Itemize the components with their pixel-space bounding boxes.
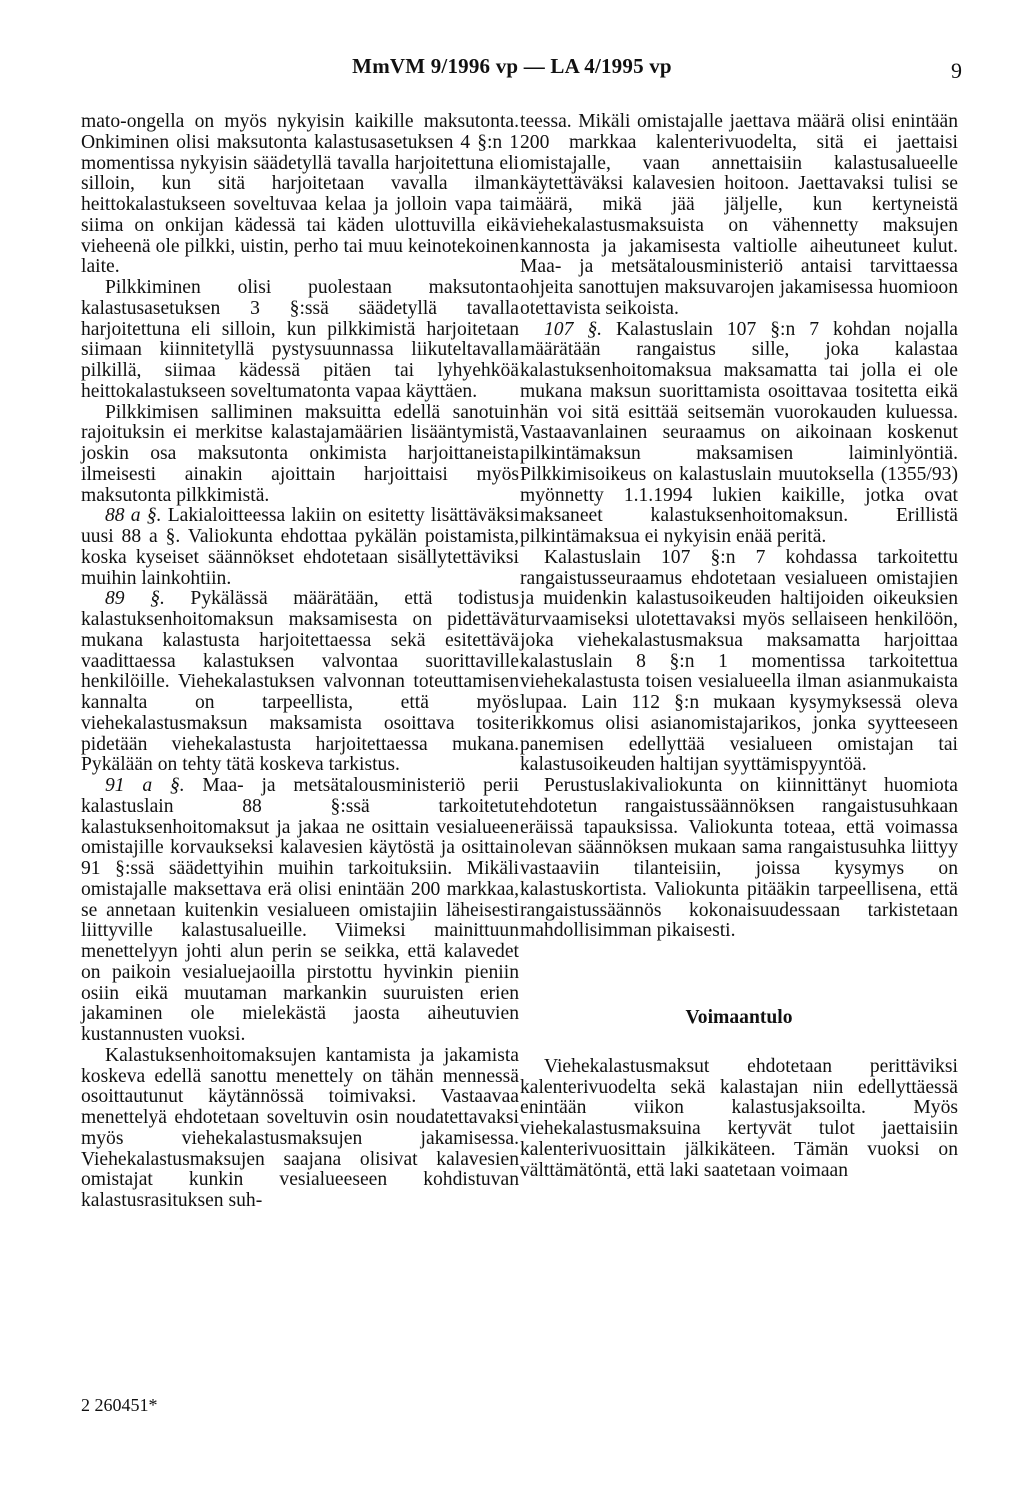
paragraph: Perustuslakivaliokunta on kiinnittänyt huomiota ehdotetun rangaistussäännöksen rangaistusuhkaan eräissä tapauksissa. Valiokunta toteaa, että voimassa olevan säännöksen mukaan sama rangaistusuhka liittyy vastaaviin tilanteisiin, joissa kysymys on kalastuskortista. Valiokunta pitääkin tarpeellisena, että rangaistussäännös kokonaisuudessaan tarkistetaan mahdollisimman pikaisesti.	[520, 775, 958, 942]
section-reference: 89 §.	[105, 588, 165, 610]
section-reference: 88 a §.	[105, 505, 162, 527]
paragraph	[520, 320, 958, 548]
section-heading: Voimaantulo	[685, 1007, 793, 1028]
page-header	[0, 50, 1024, 90]
paragraph	[81, 776, 519, 1046]
paragraph: Viehekalastusmaksut ehdotetaan perittäviksi kalenterivuodelta sekä kalastajan niin edellyttäessä enintään viikon kalastusjaksoilta. Myös viehekalastusmaksuina kertyvät tulot jaettaisiin kalenterivuosittain jälkikäteen. Tämän vuoksi on välttämätöntä, että laki saatetaan voimaan	[520, 1055, 958, 1181]
paragraph: Kalastuksenhoitomaksujen kantamista ja jakamista koskeva edellä sanottu menettely on tähän mennessä osoittautunut käytännössä toimivaksi. Vastaavaa menettelyä ehdotetaan soveltuvin osin noudatettavaksi myös viehekalastusmaksujen jakamisessa. Viehekalastusmaksujen saajana olisivat kalavesien omistajat kunkin vesialueeseen kohdistuvan kalastusrasituksen suh-	[81, 1044, 519, 1211]
left-column	[81, 112, 519, 1212]
section-reference: 91 a §.	[105, 775, 185, 796]
paragraph: Kalastuslain 107 §:n 7 kohdassa tarkoitettu rangaistusseuraamus ehdotetaan vesialueen omistajien ja muidenkin kalastusoikeuden haltijoiden oikeuksien turvaamiseksi ulotettavaksi myös sellaiseen henkilöön, joka viehekalastusmaksua maksamatta harjoittaa kalastuslain 8 §:n 1 momentissa tarkoitettua viehekalastusta toisen vesialueella ilman asianmukaista lupaa. Lain 112 §:n mukaan kysymyksessä oleva rikkomus olisi asianomistajarikos, jonka syytteeseen panemisen edellyttää vesialueen omistajan tai kalastusoikeuden haltijan syyttämispyyntöä.	[520, 546, 958, 776]
print-code: 2 260451*	[81, 1395, 158, 1415]
paragraph	[81, 506, 519, 589]
paragraph: teessa. Mikäli omistajalle jaettava määrä olisi enintään 200 markkaa kalenterivuodelta, sitä ei jaettaisi omistajalle, vaan annettaisiin kalastusalueelle käytettäväksi kalavesien hoitoon. Jaettavaksi tulisi se määrä, mikä jää jäljelle, kun kertyneistä viehekalastusmaksuista on vähennetty maksujen kannosta ja jakamisesta valtiolle aiheutuneet kulut. Maa- ja metsätalousministeriö antaisi tarvittaessa ohjeita sanottujen maksuvarojen jakamisessa huomioon otettavista seikoista.	[520, 111, 958, 319]
paragraph-text: Kalastuslain 107 §:n 7 kohdan nojalla määrätään rangaistus sille, joka kalastaa kalastuksenhoitomaksua maksamatta tai jolla ei ole mukana maksun suorittamista osoittavaa tositetta eikä hän voi sitä esittää seitsemän vuorokauden kuluessa. Vastaavanlainen seuraamus on aikoinaan koskenut pilkintämaksun maksamisen laiminlyöntiä. Pilkkimisoikeus on kalastuslain muutoksella (1355/93) myönnetty 1.1.1994 lukien kaikille, jotka ovat maksaneet kalastuksenhoitomaksun. Erillistä pilkintämaksua ei nykyisin enää peritä.	[520, 318, 958, 547]
paragraph-text: Maa- ja metsätalousministeriö perii kalastuslain 88 §:ssä tarkoitetut kalastuksenhoitomaksut ja jakaa ne osittain vesialueen omistajille korvaukseksi kalavesien käytöstä ja osittain 91 §:ssä säädettyihin muihin tarkoituksiin. Mikäli omistajalle maksettava erä olisi enintään 200 markkaa, se annetaan kuitenkin vesialueen omistajiin läheisesti liittyville kalastusalueille. Viimeksi mainittuun menettelyyn johti alun perin se seikka, että kalavedet on paikoin vesialuejaoilla pirstottu hyvinkin pieniin osiin eikä muutaman markankin suuruisten erien jakaminen ole mielekästä jaosta aiheutuvien kustannusten vuoksi.	[81, 775, 519, 1045]
paragraph: Pilkkiminen olisi puolestaan maksutonta kalastusasetuksen 3 §:ssä säädetyllä tavalla harjoitettuna eli silloin, kun pilkkimistä harjoitetaan siimaan kiinnitetyllä pystysuunnassa liikuteltavalla pilkillä, siimaa kädessä pitäen tai lyhyehköä heittokalastukseen soveltumatonta vapaa käyttäen.	[81, 277, 519, 402]
paragraph	[81, 589, 519, 776]
running-title: MmVM 9/1996 vp — LA 4/1995 vp	[352, 54, 672, 78]
right-column	[520, 112, 958, 1181]
page-number: 9	[951, 58, 962, 83]
paragraph-text: Lakialoitteessa lakiin on esitetty lisättäväksi uusi 88 a §. Valiokunta ehdottaa pykälän poistamista, koska kyseiset säännökset ehdotetaan sisällytettäviksi muihin lainkohtiin.	[81, 505, 519, 589]
paragraph: mato-ongella on myös nykyisin kaikille maksutonta. Onkiminen olisi maksutonta kalastusasetuksen 4 §:n 1 momentissa nykyisin säädetyllä tavalla harjoitettuna eli silloin, kun sitä harjoitetaan vavalla ilman heittokalastukseen soveltuvaa kelaa ja jolloin vapa tai siima on onkijan kädessä tai käden ulottuvilla eikä vieheenä ole pilkki, uistin, perho tai muu keinotekoinen laite.	[81, 111, 519, 278]
paragraph: Pilkkimisen salliminen maksuitta edellä sanotuin rajoituksin ei merkitse kalastajamäärien lisääntymistä, joskin osa maksutonta onkimista harjoittaneista ilmeisesti ainakin ajoittain harjoittaisi myös maksutonta pilkkimistä.	[81, 401, 519, 506]
paragraph-text: Pykälässä määrätään, että todistus kalastuksenhoitomaksun maksamisesta on pidettävä mukana kalastusta harjoitettaessa sekä esitettävä vaadittaessa kalastuksen valvontaa suorittaville henkilöille. Viehekalastuksen valvonnan toteuttamisen kannalta on tarpeellista, että myös viehekalastusmaksun maksamista osoittava tosite pidetään viehekalastusta harjoitettaessa mukana. Pykälään on tehty tätä koskeva tarkistus.	[81, 588, 520, 776]
section-reference: 107 §.	[544, 318, 603, 340]
